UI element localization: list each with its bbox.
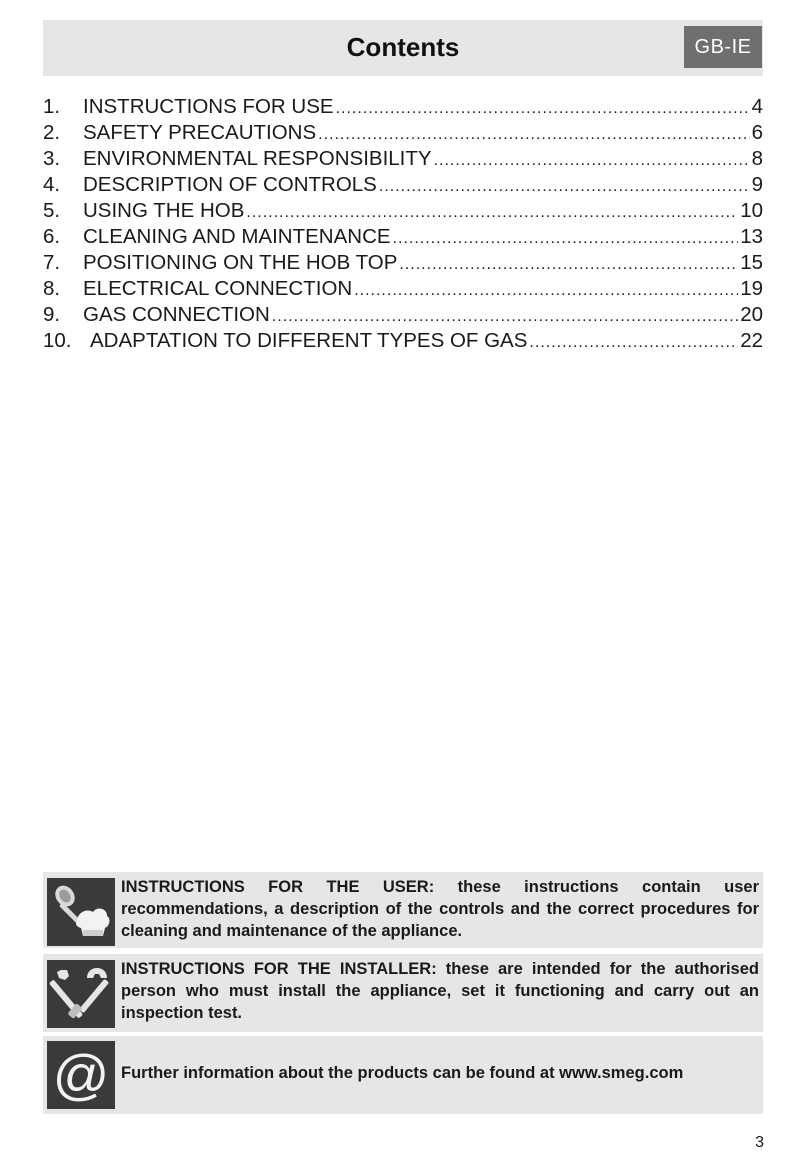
toc-page-number: 6	[751, 121, 763, 144]
toc-leader-dots	[272, 304, 738, 330]
toc-page-number: 22	[740, 329, 763, 352]
further-information-text: Further information about the products can be found at www.smeg.com	[121, 1064, 684, 1082]
toc-number: 4.	[43, 173, 61, 196]
toc-number: 3.	[43, 147, 61, 170]
toc-leader-dots	[399, 252, 738, 278]
toc-title: SAFETY PRECAUTIONS	[83, 121, 317, 144]
toc-entry-instructions-for-use[interactable]	[43, 94, 763, 120]
toc-page-number: 4	[751, 95, 763, 118]
toc-entry-electrical-connection[interactable]	[43, 276, 763, 302]
toc-title: USING THE HOB	[83, 199, 245, 222]
toc-number: 6.	[43, 225, 61, 248]
at-sign-icon	[47, 1041, 115, 1109]
page-number: 3	[755, 1134, 764, 1151]
toc-entry-environmental-responsibility[interactable]	[43, 146, 763, 172]
user-instructions-text: INSTRUCTIONS FOR THE USER: these instructions contain user recommendations, a description of the controls and the correct procedures for cleaning and maintenance of the appliance.	[121, 878, 759, 940]
table-of-contents	[43, 94, 763, 354]
toc-page-number: 9	[751, 173, 763, 196]
toc-title: DESCRIPTION OF CONTROLS	[83, 173, 377, 196]
toc-entry-gas-connection[interactable]	[43, 302, 763, 328]
further-information-notice	[43, 1036, 763, 1114]
toc-entry-adaptation-to-different-types-of-gas[interactable]	[43, 328, 763, 354]
language-badge: GB-IE	[684, 26, 762, 68]
toc-number: 10.	[43, 329, 72, 352]
toc-title: ENVIRONMENTAL RESPONSIBILITY	[83, 147, 432, 170]
toc-title: ADAPTATION TO DIFFERENT TYPES OF GAS	[90, 329, 528, 352]
toc-page-number: 19	[740, 277, 763, 300]
toc-page-number: 20	[740, 303, 763, 326]
toc-leader-dots	[529, 330, 738, 356]
tools-icon	[47, 960, 115, 1028]
toc-title: INSTRUCTIONS FOR USE	[83, 95, 334, 118]
toc-entry-safety-precautions[interactable]	[43, 120, 763, 146]
toc-title: POSITIONING ON THE HOB TOP	[83, 251, 398, 274]
toc-leader-dots	[379, 174, 750, 200]
toc-leader-dots	[354, 278, 738, 304]
page-title: Contents	[346, 32, 460, 62]
toc-leader-dots	[336, 96, 750, 122]
toc-title: CLEANING AND MAINTENANCE	[83, 225, 391, 248]
installer-instructions-text: INSTRUCTIONS FOR THE INSTALLER: these are intended for the authorised person who must install the appliance, set it functioning and carry out an inspection test.	[121, 960, 759, 1022]
toc-entry-positioning-on-the-hob-top[interactable]	[43, 250, 763, 276]
user-instructions-notice	[43, 872, 763, 948]
toc-leader-dots	[318, 122, 749, 148]
toc-number: 2.	[43, 121, 61, 144]
toc-number: 5.	[43, 199, 61, 222]
toc-number: 8.	[43, 277, 61, 300]
toc-leader-dots	[393, 226, 739, 252]
toc-page-number: 13	[740, 225, 763, 248]
toc-page-number: 15	[740, 251, 763, 274]
toc-entry-using-the-hob[interactable]	[43, 198, 763, 224]
chef-spoon-icon	[47, 878, 115, 946]
toc-entry-description-of-controls[interactable]	[43, 172, 763, 198]
svg-text:@: @	[52, 1043, 110, 1106]
toc-leader-dots	[434, 148, 750, 174]
toc-number: 1.	[43, 95, 61, 118]
toc-page-number: 8	[751, 147, 763, 170]
toc-entry-cleaning-and-maintenance[interactable]	[43, 224, 763, 250]
installer-instructions-notice	[43, 954, 763, 1032]
toc-number: 9.	[43, 303, 61, 326]
toc-leader-dots	[246, 200, 738, 226]
toc-title: GAS CONNECTION	[83, 303, 270, 326]
toc-number: 7.	[43, 251, 61, 274]
toc-page-number: 10	[740, 199, 763, 222]
toc-title: ELECTRICAL CONNECTION	[83, 277, 353, 300]
